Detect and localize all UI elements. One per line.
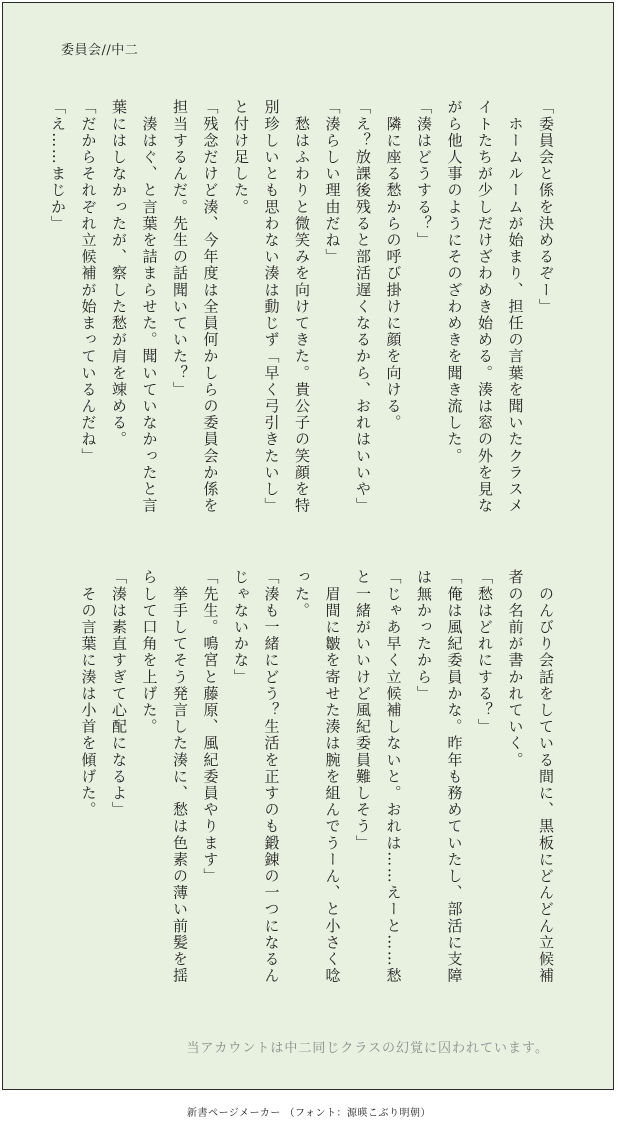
novel-page: [2, 2, 614, 1090]
story-text-top: 「委員会と係を決めるぞー」 ホームルームが始まり、担任の言葉を聞いたクラスメイトたちが少しだけざわめき始める。湊は窓の外を見ながら他人事のようにそのざわめきを聞き流した。 「湊はどうする？」 隣に座る愁からの呼び掛けに顔を向ける。 「え？放課後残ると部活遅くなるから、おれはいいや」 「湊らしい理由だね」 愁はふわりと微笑みを向けてきた。貴公子の笑顔を特別珍しいとも思わない湊は動じず「早く弓引きたいし」と付け足した。 「残念だけど湊、今年度は全員何かしらの委員会か係を担当するんだ。先生の話聞いていた？」 湊はぐ、と言葉を詰まらせた。聞いていなかったと言葉にはしなかったが、察した愁が肩を竦める。 「だからそれぞれ立候補が始まっているんだね」 「え……まじか」: [49, 99, 555, 514]
generator-caption: 新書ページメーカー （フォント：源暎こぶり明朝）: [187, 1108, 431, 1119]
page-title: 委員会//中二: [61, 43, 139, 58]
story-text-bottom: のんびり会話をしている間に、黒板にどんどん立候補者の名前が書かれていく。 「愁はどれにする？」 「俺は風紀委員かな。昨年も務めていたし、部活に支障は無かったから」 「じゃあ早く立候補しないと。おれは……えーと……愁と一緒がいいけど風紀委員難しそう」 眉間に皺を寄せた湊は腕を組んでうーん、と小さく唸った。 「湊も一緒にどう？生活を正すのも鍛錬の一つになるんじゃないかな」 「先生。鳴宮と藤原、風紀委員やります」 挙手してそう発言した湊に、愁は色素の薄い前髪を揺らして口角を上げた。 「湊は素直すぎて心配になるよ」 その言葉に湊は小首を傾げた。: [79, 569, 555, 984]
account-note: 当アカウントは中二同じクラスの幻覚に囚われています。: [186, 1041, 549, 1056]
